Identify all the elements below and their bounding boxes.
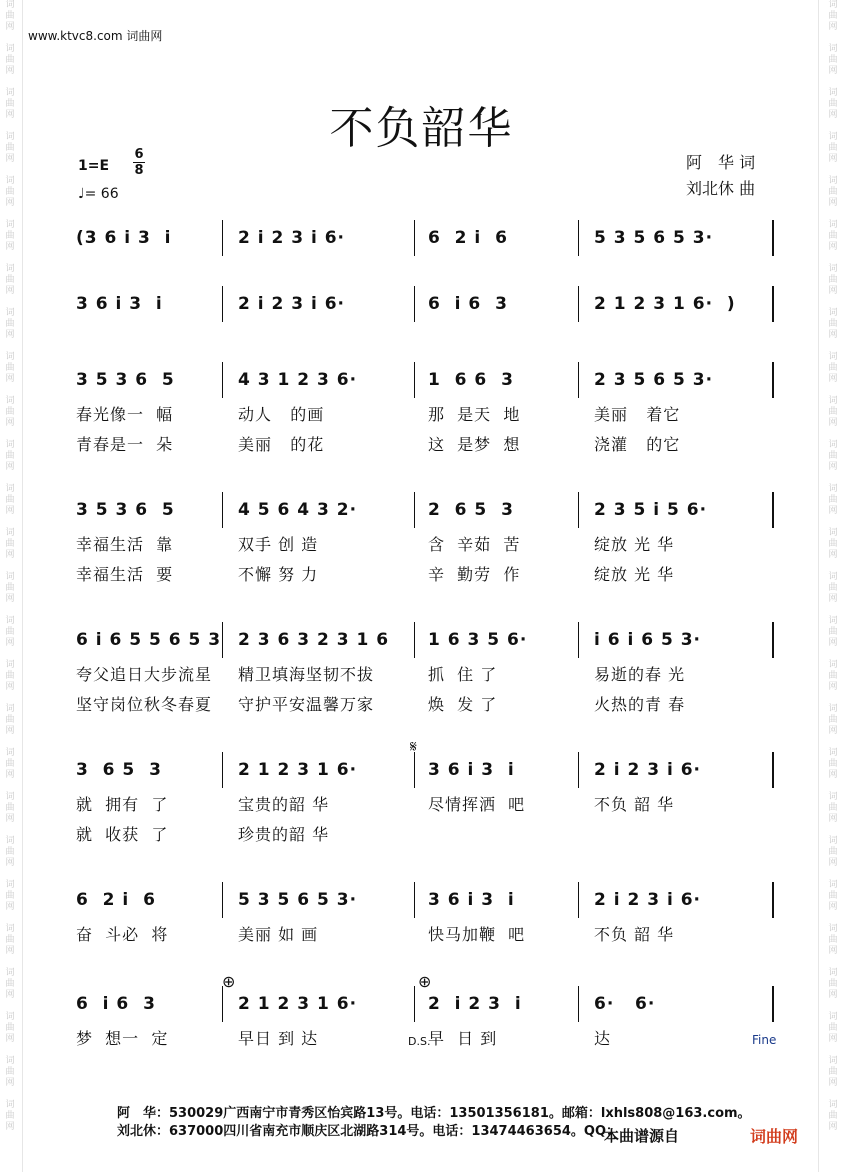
lyric-line-2: 守护平安温馨万家: [238, 695, 375, 714]
bar-line: [772, 220, 774, 256]
bar-line: [578, 220, 579, 256]
lyric-line-1: 奋 斗必 将: [76, 925, 169, 944]
lyric-line-1: 动人 的画: [238, 405, 325, 424]
bar-line: [414, 882, 415, 918]
bar-line: [414, 362, 415, 398]
coda-symbol-2: ⊕: [418, 972, 432, 991]
lyric-line-1: 幸福生活 靠: [76, 535, 174, 554]
watermark-left: 词 曲 网 词 曲 网 词 曲 网 词 曲 网 词 曲 网 词 曲 网 词 曲 网 词 曲 网 词 曲 网 词 曲 网 词 曲 网 词 曲 网 词 曲 网 词 曲 网 词 曲 网 词 曲 网 词 曲 网 词 曲 网 词 曲 网 词 曲 网 词 曲 网 词 曲 网 词 曲 网 词 曲 网 词 曲 网 词 曲 网: [5, 0, 15, 1132]
footer-contact-1: 阿 华：530029广西南宁市青秀区怡宾路13号。电话：13501356181。邮箱：lxhls808@163.com。: [117, 1106, 751, 1121]
bar-line: [772, 986, 774, 1022]
lyric-line-1: 精卫填海坚韧不拔: [238, 665, 375, 684]
lyric-line-2: 不懈 努 力: [238, 565, 319, 584]
lyric-line-1: 快马加鞭 吧: [428, 925, 526, 944]
bar-line: [772, 492, 774, 528]
measure-notes: 2 i 2 3 i: [428, 994, 522, 1014]
lyric-line-1: 达: [594, 1029, 612, 1048]
measure-notes: 2 1 2 3 1 6· ): [594, 294, 736, 314]
bar-line: [772, 286, 774, 322]
measure-notes: 1 6 6 3: [428, 370, 514, 390]
measure-notes: 6 2 i 6: [76, 890, 156, 910]
measure-notes: i 6 i 6 5 3·: [594, 630, 702, 650]
bar-line: [222, 752, 223, 788]
time-signature: [133, 148, 145, 177]
meter-top: 6: [134, 147, 144, 162]
bar-line: [578, 986, 579, 1022]
lyric-line-2: 美丽 的花: [238, 435, 325, 454]
source-label: 本曲谱源自: [604, 1127, 680, 1145]
bar-line: [222, 986, 223, 1022]
measure-notes: 6 i 6 3: [76, 994, 156, 1014]
bar-line: [772, 752, 774, 788]
measure-notes: 2 i 2 3 i 6·: [238, 294, 346, 314]
lyric-line-1: 美丽 如 画: [238, 925, 319, 944]
bar-line: [578, 362, 579, 398]
bar-line: [772, 882, 774, 918]
bar-line: [578, 752, 579, 788]
measure-notes: 2 3 5 i 5 6·: [594, 500, 708, 520]
measure-notes: (3 6 i 3 i: [76, 228, 172, 248]
site-logo: 词曲网: [750, 1127, 799, 1146]
fine-label: Fine: [752, 1033, 777, 1047]
lyric-line-2: 就 收获 了: [76, 825, 169, 844]
bar-line: [222, 882, 223, 918]
measure-notes: 6· 6·: [594, 994, 656, 1014]
dal-segno-label: D.S.: [408, 1035, 431, 1048]
key-signature: 1=E: [78, 158, 110, 174]
lyric-line-1: 早日 到 达: [238, 1029, 319, 1048]
measure-notes: 4 3 1 2 3 6·: [238, 370, 358, 390]
meter-bottom: 8: [134, 163, 144, 178]
lyric-line-2: 幸福生活 要: [76, 565, 174, 584]
bar-line: [222, 286, 223, 322]
bar-line: [414, 492, 415, 528]
measure-notes: 6 i 6 3: [428, 294, 508, 314]
measure-notes: 2 i 2 3 i 6·: [594, 890, 702, 910]
lyric-line-1: 春光像一 幅: [76, 405, 174, 424]
measure-notes: 6 2 i 6: [428, 228, 508, 248]
lyric-line-2: 珍贵的韶 华: [238, 825, 330, 844]
bar-line: [578, 622, 579, 658]
segno-symbol: 𝄋: [410, 737, 417, 756]
bar-line: [578, 492, 579, 528]
measure-notes: 2 3 5 6 5 3·: [594, 370, 714, 390]
lyric-line-2: 坚守岗位秋冬春夏: [76, 695, 213, 714]
lyric-line-1: 梦 想一 定: [76, 1029, 169, 1048]
measure-notes: 2 1 2 3 1 6·: [238, 994, 358, 1014]
bar-line: [414, 752, 415, 788]
bar-line: [222, 220, 223, 256]
lyric-line-2: 这 是梦 想: [428, 435, 521, 454]
bar-line: [414, 986, 415, 1022]
song-title: 不负韶华: [329, 103, 514, 154]
measure-notes: 2 6 5 3: [428, 500, 514, 520]
measure-notes: 3 6 i 3 i: [428, 890, 515, 910]
lyric-line-1: 宝贵的韶 华: [238, 795, 330, 814]
bar-line: [578, 286, 579, 322]
lyric-line-1: 夸父追日大步流星: [76, 665, 213, 684]
measure-notes: 3 6 5 3: [76, 760, 162, 780]
lyric-line-2: 火热的青 春: [594, 695, 686, 714]
measure-notes: 1 6 3 5 6·: [428, 630, 528, 650]
measure-notes: 3 6 i 3 i: [76, 294, 163, 314]
coda-symbol: ⊕: [222, 972, 236, 991]
measure-notes: 2 i 2 3 i 6·: [594, 760, 702, 780]
lyric-line-1: 双手 创 造: [238, 535, 319, 554]
lyric-line-1: 尽情挥洒 吧: [428, 795, 526, 814]
composer: 刘北休 曲: [686, 179, 756, 198]
measure-notes: 5 3 5 6 5 3·: [238, 890, 358, 910]
bar-line: [414, 622, 415, 658]
lyric-line-1: 不负 韶 华: [594, 795, 675, 814]
lyric-line-1: 易逝的春 光: [594, 665, 686, 684]
lyric-line-1: 绽放 光 华: [594, 535, 675, 554]
measure-notes: 5 3 5 6 5 3·: [594, 228, 714, 248]
footer-contact-2: 刘北休：637000四川省南充市顺庆区北湖路314号。电话：13474463654。QQ：: [117, 1124, 620, 1139]
lyric-line-2: 辛 勤劳 作: [428, 565, 521, 584]
lyric-line-1: 那 是天 地: [428, 405, 521, 424]
measure-notes: 4 5 6 4 3 2·: [238, 500, 358, 520]
measure-notes: 3 6 i 3 i: [428, 760, 515, 780]
bar-line: [772, 362, 774, 398]
bar-line: [222, 622, 223, 658]
lyric-line-1: 含 辛茹 苦: [428, 535, 521, 554]
lyric-line-2: 浇灌 的它: [594, 435, 681, 454]
lyric-line-2: 青春是一 朵: [76, 435, 174, 454]
lyric-line-1: 早 日 到: [428, 1029, 498, 1048]
bar-line: [578, 882, 579, 918]
bar-line: [772, 622, 774, 658]
lyric-line-1: 就 拥有 了: [76, 795, 169, 814]
page-border-left: [22, 0, 23, 1172]
tempo-marking: ♩= 66: [78, 186, 119, 202]
lyric-line-1: 不负 韶 华: [594, 925, 675, 944]
lyric-line-1: 美丽 着它: [594, 405, 681, 424]
lyric-line-2: 焕 发 了: [428, 695, 498, 714]
lyric-line-1: 抓 住 了: [428, 665, 498, 684]
site-url: www.ktvc8.com 词曲网: [28, 29, 163, 43]
measure-notes: 2 1 2 3 1 6·: [238, 760, 358, 780]
measure-notes: 3 5 3 6 5: [76, 370, 175, 390]
bar-line: [222, 362, 223, 398]
bar-line: [414, 286, 415, 322]
credits: [686, 150, 755, 202]
lyricist: 阿 华 词: [686, 153, 756, 172]
page-border-right: [818, 0, 819, 1172]
measure-notes: 2 3 6 3 2 3 1 6: [238, 630, 390, 650]
bar-line: [222, 492, 223, 528]
watermark-right: 词 曲 网 词 曲 网 词 曲 网 词 曲 网 词 曲 网 词 曲 网 词 曲 网 词 曲 网 词 曲 网 词 曲 网 词 曲 网 词 曲 网 词 曲 网 词 曲 网 词 曲 网 词 曲 网 词 曲 网 词 曲 网 词 曲 网 词 曲 网 词 曲 网 词 曲 网 词 曲 网 词 曲 网 词 曲 网 词 曲 网: [828, 0, 838, 1132]
measure-notes: 2 i 2 3 i 6·: [238, 228, 346, 248]
measure-notes: 3 5 3 6 5: [76, 500, 175, 520]
lyric-line-2: 绽放 光 华: [594, 565, 675, 584]
measure-notes: 6 i 6 5 5 6 5 3: [76, 630, 222, 650]
bar-line: [414, 220, 415, 256]
